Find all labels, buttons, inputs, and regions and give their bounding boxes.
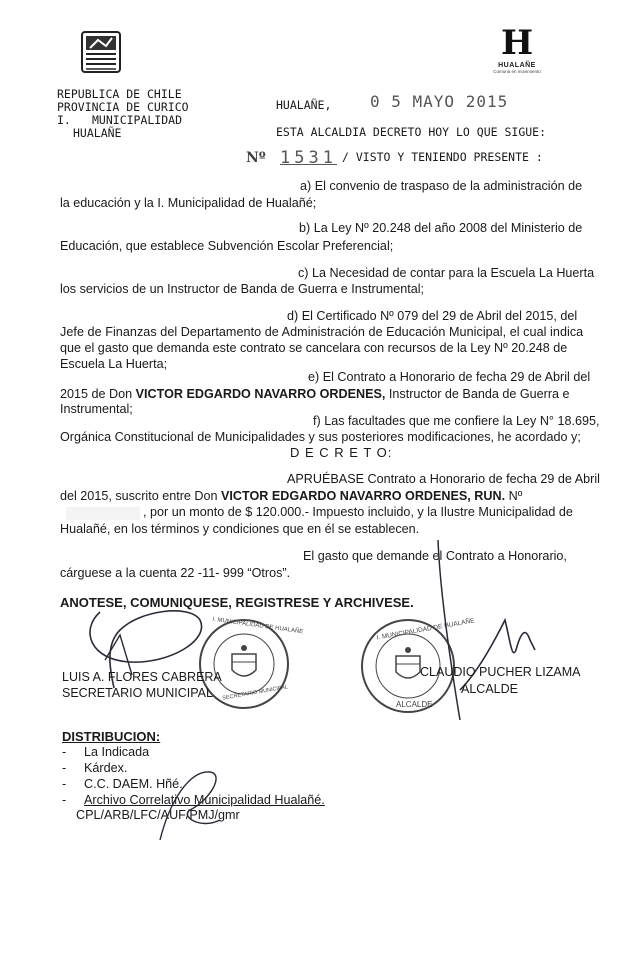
consideration-b-line1: b) La Ley Nº 20.248 del año 2008 del Ministerio de: [299, 221, 583, 235]
resolution-line2-prefix: del 2015, suscrito entre Don: [60, 489, 222, 503]
expense-line2: cárguese a la cuenta 22 -11- 999 “Otros”.: [60, 566, 291, 580]
distribution-item-label: C.C. DAEM. Hñé.: [84, 777, 183, 791]
decree-number-label: Nº: [246, 150, 266, 166]
logo-slogan: Comuna en movimiento: [493, 69, 541, 74]
secretary-name: LUIS A. FLORES CABRERA: [62, 670, 222, 684]
header-municipality: MUNICIPALIDAD: [92, 113, 183, 127]
header-province: PROVINCIA DE CURICO: [57, 100, 189, 114]
consideration-e-line2: [60, 387, 570, 401]
hualane-logo: [492, 23, 542, 82]
intro-line: ESTA ALCALDIA DECRETO HOY LO QUE SIGUE:: [276, 125, 547, 139]
resolution-line4: Hualañé, en los términos y condiciones que en él se establecen.: [60, 522, 420, 536]
consideration-b-line2: Educación, que establece Subvención Escolar Preferencial;: [60, 239, 394, 253]
header-town: HUALAÑE: [73, 126, 122, 140]
resolution-no-label: Nº: [505, 489, 523, 503]
resolution-line3: , por un monto de $ 120.000.- Impuesto incluido, y la Ilustre Municipalidad de: [143, 505, 573, 519]
mayor-name: CLAUDIO PUCHER LIZAMA: [420, 665, 581, 679]
consideration-e-line3: Instrumental;: [60, 402, 133, 416]
closing-statement: ANOTESE, COMUNIQUESE, REGISTRESE Y ARCHIVESE.: [60, 595, 414, 610]
resolution-line2: [60, 489, 522, 503]
distribution-item: -: [62, 793, 67, 807]
initials-signature: [150, 760, 240, 850]
secretary-seal-text: I. MUNICIPALIDAD DE HUALAÑE: [212, 616, 304, 636]
mayor-seal-text: I. MUNICIPALIDAD DE HUALAÑE: [376, 617, 476, 642]
decreto-title: D E C R E T O:: [290, 445, 393, 460]
resolution-run-label: RUN.: [470, 489, 506, 503]
consideration-d-line4: Escuela La Huerta;: [60, 357, 168, 371]
place-label: HUALAÑE,: [276, 98, 332, 112]
header-municipality-prefix: I.: [57, 113, 71, 127]
expense-line1: El gasto que demande el Contrato a Honorario,: [303, 549, 567, 563]
logo-name: HUALAÑE: [498, 62, 536, 69]
distribution-item: -: [62, 745, 67, 759]
logo-letter: H: [500, 23, 534, 63]
distribution-item: -: [62, 761, 67, 775]
consideration-a-line1: a) El convenio de traspaso de la administración de: [300, 179, 583, 193]
distribution-item-label: Kárdex.: [84, 761, 128, 775]
consideration-c-line2: los servicios de un Instructor de Banda de Guerra e Instrumental;: [60, 282, 425, 296]
visto-line: / VISTO Y TENIENDO PRESENTE :: [342, 150, 543, 164]
consideration-f-line1: f) Las facultades que me confiere la Ley N° 18.695,: [313, 414, 600, 428]
distribution-item: -: [62, 777, 67, 791]
consideration-c-line1: c) La Necesidad de contar para la Escuela La Huerta: [298, 266, 595, 280]
resolution-contractor-name: VICTOR EDGARDO NAVARRO ORDENES,: [221, 489, 471, 503]
contractor-name: VICTOR EDGARDO NAVARRO ORDENES,: [135, 387, 386, 401]
consideration-e-line1: e) El Contrato a Honorario de fecha 29 de Abril del: [308, 370, 591, 384]
decree-number-stamp: 1531: [280, 148, 337, 168]
secretary-role: SECRETARIO MUNICIPAL: [62, 686, 213, 700]
mayor-signature: [420, 540, 570, 730]
consideration-e-prefix: 2015 de Don: [60, 387, 136, 401]
consideration-d-line2: Jefe de Finanzas del Departamento de Administración de Educación Municipal, el cual indica: [60, 325, 584, 339]
distribution-title: DISTRIBUCION:: [62, 729, 161, 744]
consideration-d-line3: que el gasto que demanda este contrato se cancelara con recursos de la Ley Nº 20.248 de: [60, 341, 568, 355]
consideration-f-line2: Orgánica Constitucional de Municipalidades y sus posteriores modificaciones, he acordado y;: [60, 430, 581, 444]
consideration-e-suffix: Instructor de Banda de Guerra e: [385, 387, 570, 401]
mayor-role: ALCALDE: [461, 682, 518, 696]
resolution-line1: APRUÉBASE Contrato a Honorario de fecha 29 de Abril: [287, 472, 600, 486]
consideration-a-line2: la educación y la I. Municipalidad de Hualañé;: [60, 196, 317, 210]
distribution-item-label: La Indicada: [84, 745, 150, 759]
redacted-run: [66, 507, 140, 520]
date-stamp: 0 5 MAYO 2015: [370, 92, 509, 111]
distribution-item-label: Archivo Correlativo Municipalidad Hualañé.: [84, 793, 325, 807]
secretary-seal-bottom: SECRETARIO MUNICIPAL: [221, 684, 289, 702]
mayor-seal-bottom: ALCALDE: [396, 700, 433, 709]
consideration-d-line1: d) El Certificado Nº 079 del 29 de Abril del 2015, del: [287, 309, 578, 323]
header-country: REPUBLICA DE CHILE: [57, 87, 182, 101]
coat-of-arms-emblem: [76, 28, 126, 78]
distribution-initials: CPL/ARB/LFC/AUF/PMJ/gmr: [76, 808, 240, 822]
